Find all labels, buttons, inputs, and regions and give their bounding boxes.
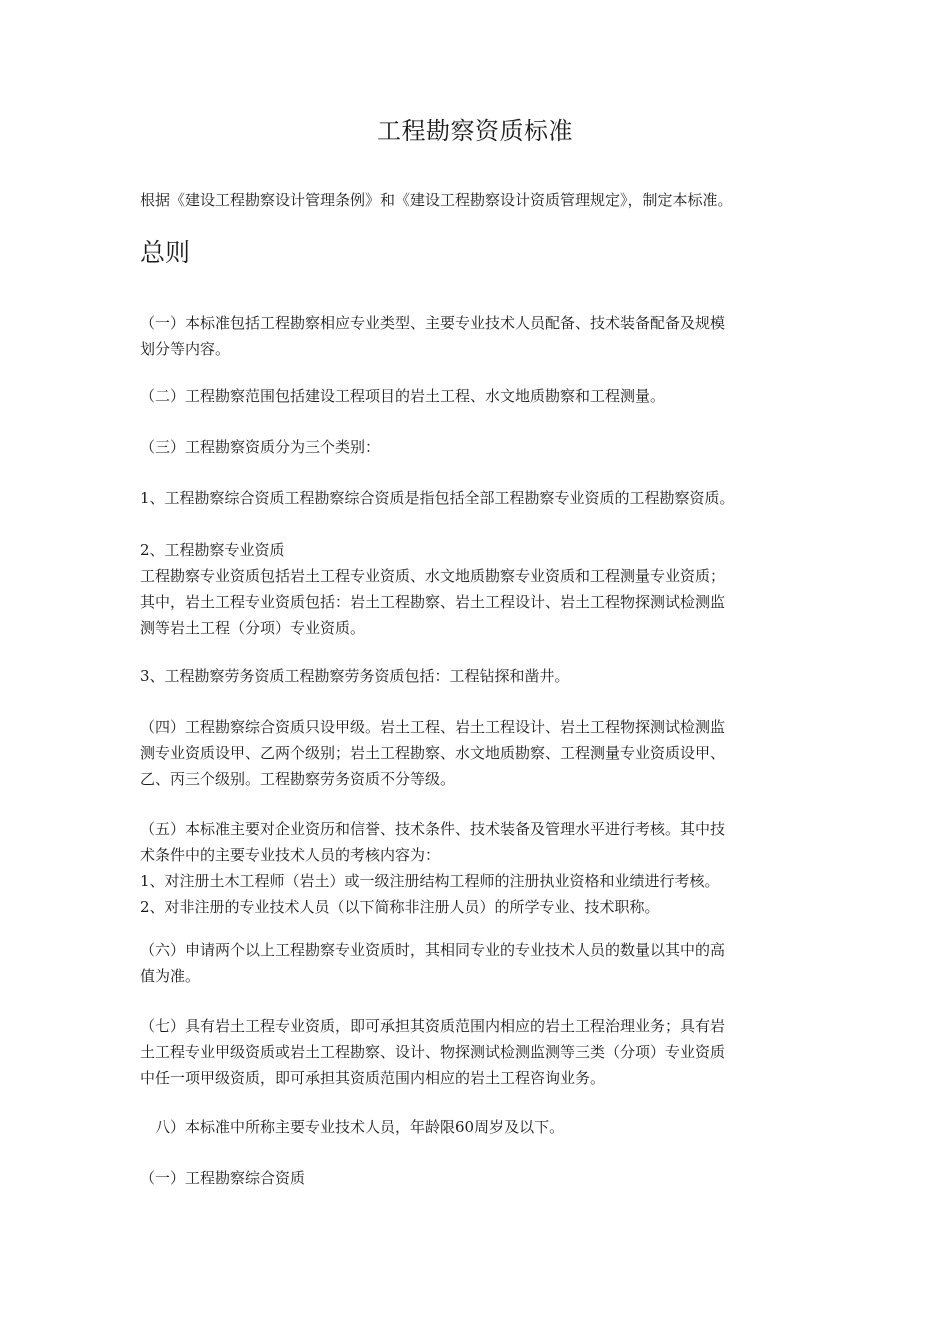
- paragraph-line: 乙、丙三个级别。工程勘察劳务资质不分等级。: [140, 770, 456, 788]
- paragraph-7: [140, 714, 815, 792]
- paragraph-12: （一）工程勘察综合资质: [140, 1169, 306, 1187]
- paragraph-line: 2、工程勘察专业资质: [140, 541, 285, 559]
- section-heading: 总则: [140, 238, 191, 267]
- paragraph-1: [140, 310, 815, 362]
- paragraph-line: （七）具有岩土工程专业资质，即可承担其资质范围内相应的岩土工程治理业务；具有岩: [140, 1017, 726, 1035]
- paragraph-line: （四）工程勘察综合资质只设甲级。岩土工程、岩土工程设计、岩土工程物探测试检测监: [140, 718, 726, 736]
- paragraph-line: （五）本标准主要对企业资历和信誉、技术条件、技术装备及管理水平进行考核。其中技: [140, 820, 726, 838]
- paragraph-line: （六）申请两个以上工程勘察专业资质时，其相同专业的专业技术人员的数量以其中的高: [140, 941, 726, 959]
- paragraph-11: 八）本标准中所称主要专业技术人员，年龄限60周岁及以下。: [140, 1118, 565, 1136]
- paragraph-line: 术条件中的主要专业技术人员的考核内容为：: [140, 846, 441, 864]
- paragraph-line: 测等岩土工程（分项）专业资质。: [140, 619, 366, 637]
- intro-paragraph: 根据《建设工程勘察设计管理条例》和《建设工程勘察设计资质管理规定》，制定本标准。: [140, 191, 733, 209]
- paragraph-9: [140, 937, 815, 989]
- paragraph-line: 土工程专业甲级资质或岩土工程勘察、设计、物探测试检测监测等三类（分项）专业资质: [140, 1043, 726, 1061]
- document-title: 工程勘察资质标准: [377, 117, 573, 145]
- paragraph-line: 2、对非注册的专业技术人员（以下简称非注册人员）的所学专业、技术职称。: [140, 898, 660, 916]
- paragraph-line: 中任一项甲级资质，即可承担其资质范围内相应的岩土工程咨询业务。: [140, 1069, 606, 1087]
- paragraph-line: 其中，岩土工程专业资质包括：岩土工程勘察、岩土工程设计、岩土工程物探测试检测监: [140, 593, 726, 611]
- paragraph-5: [140, 537, 815, 641]
- paragraph-2: （二）工程勘察范围包括建设工程项目的岩土工程、水文地质勘察和工程测量。: [140, 387, 666, 405]
- paragraph-line: 1、对注册土木工程师（岩土）或一级注册结构工程师的注册执业资格和业绩进行考核。: [140, 872, 720, 890]
- paragraph-line: 值为准。: [140, 967, 201, 985]
- paragraph-line: 工程勘察专业资质包括岩土工程专业资质、水文地质勘察专业资质和工程测量专业资质；: [140, 567, 726, 585]
- paragraph-4: 1、工程勘察综合资质工程勘察综合资质是指包括全部工程勘察专业资质的工程勘察资质。: [140, 489, 735, 507]
- paragraph-line: 划分等内容。: [140, 340, 231, 358]
- paragraph-8: [140, 816, 815, 920]
- paragraph-line: 测专业资质设甲、乙两个级别；岩土工程勘察、水文地质勘察、工程测量专业资质设甲、: [140, 744, 726, 762]
- paragraph-3: （三）工程勘察资质分为三个类别：: [140, 438, 381, 456]
- paragraph-6: 3、工程勘察劳务资质工程勘察劳务资质包括：工程钻探和凿井。: [140, 667, 570, 685]
- paragraph-10: [140, 1013, 815, 1091]
- paragraph-line: （一）本标准包括工程勘察相应专业类型、主要专业技术人员配备、技术装备配备及规模: [140, 314, 726, 332]
